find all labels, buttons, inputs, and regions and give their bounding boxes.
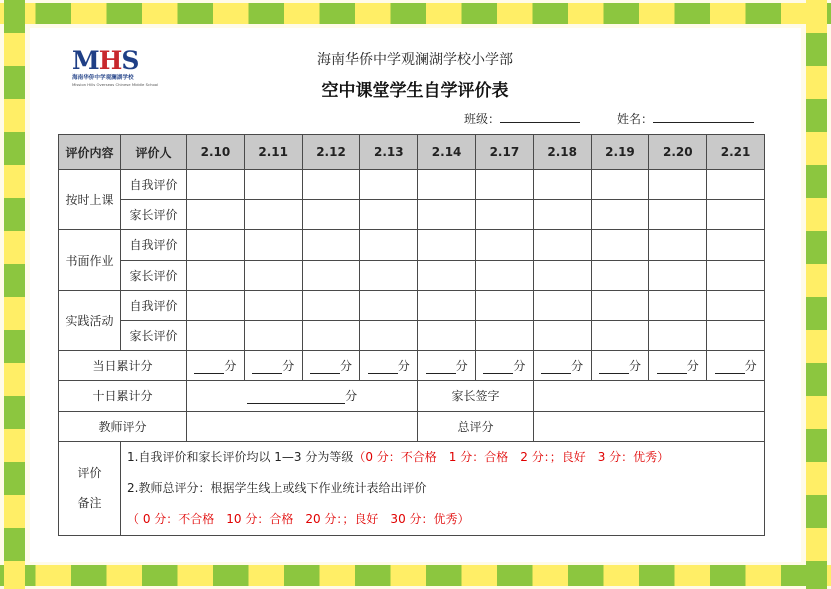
score-cell[interactable] [418, 320, 476, 350]
border-segment [806, 0, 827, 33]
evaluator-cell: 自我评价 [121, 170, 187, 200]
border-segment [213, 565, 249, 586]
daily-total-cell[interactable] [302, 351, 360, 381]
score-cell[interactable] [418, 230, 476, 260]
border-segment [710, 565, 746, 586]
border-segment [497, 565, 533, 586]
school-logo [72, 46, 192, 88]
teacher-score-label: 教师评分 [59, 411, 187, 441]
border-segment [4, 33, 25, 66]
score-cell[interactable] [591, 320, 649, 350]
border-segment [4, 396, 25, 429]
category-cell: 实践活动 [59, 290, 121, 350]
name-field [617, 110, 754, 127]
border-segment [497, 3, 533, 24]
score-cell[interactable] [649, 320, 707, 350]
score-cell[interactable] [707, 170, 765, 200]
score-cell[interactable] [707, 230, 765, 260]
score-cell[interactable] [475, 320, 533, 350]
table-row [59, 170, 765, 200]
score-cell[interactable] [418, 290, 476, 320]
score-cell[interactable] [591, 170, 649, 200]
class-label: 班级： [464, 112, 501, 126]
score-cell[interactable] [244, 290, 302, 320]
score-blank [310, 361, 340, 374]
daily-total-cell[interactable] [244, 351, 302, 381]
border-segment [806, 132, 827, 165]
score-cell[interactable] [418, 260, 476, 290]
border-segment [604, 3, 640, 24]
border-segment [533, 3, 569, 24]
score-blank [599, 361, 629, 374]
border-segment [806, 363, 827, 396]
table-row [59, 200, 765, 230]
score-cell[interactable] [418, 170, 476, 200]
daily-total-cell[interactable] [187, 351, 245, 381]
score-unit: 分 [744, 359, 757, 374]
notes-row [59, 441, 765, 535]
note-1-scale: （0 分：不合格 1 分：合格 2 分：；良好 3 分：优秀） [353, 449, 670, 464]
border-segment [806, 66, 827, 99]
score-cell[interactable] [649, 170, 707, 200]
daily-total-cell[interactable] [707, 351, 765, 381]
score-cell[interactable] [187, 260, 245, 290]
border-segment [568, 565, 604, 586]
score-cell[interactable] [475, 170, 533, 200]
border-segment [533, 565, 569, 586]
ten-day-unit: 分 [345, 389, 358, 404]
border-segment [284, 565, 320, 586]
border-segment [107, 3, 143, 24]
border-segment [36, 565, 72, 586]
border-segment [142, 565, 178, 586]
border-segment [391, 3, 427, 24]
border-segment [710, 3, 746, 24]
name-blank[interactable] [653, 111, 754, 123]
score-cell[interactable] [707, 320, 765, 350]
daily-total-cell[interactable] [591, 351, 649, 381]
score-blank [368, 361, 398, 374]
score-cell[interactable] [533, 260, 591, 290]
score-cell[interactable] [187, 230, 245, 260]
header-date: 2.10 [187, 135, 245, 170]
page-title: 空中课堂学生自学评价表 [321, 81, 509, 101]
border-segment [4, 330, 25, 363]
border-segment [71, 3, 107, 24]
border-segment [4, 231, 25, 264]
category-cell: 按时上课 [59, 170, 121, 230]
border-segment [806, 396, 827, 429]
score-cell[interactable] [649, 290, 707, 320]
score-cell[interactable] [533, 170, 591, 200]
evaluator-cell: 自我评价 [121, 230, 187, 260]
category-cell: 书面作业 [59, 230, 121, 290]
teacher-score-row [59, 411, 765, 441]
header-date: 2.12 [302, 135, 360, 170]
score-cell[interactable] [475, 290, 533, 320]
header-date: 2.20 [649, 135, 707, 170]
border-segment [4, 264, 25, 297]
border-segment [746, 3, 782, 24]
score-cell[interactable] [302, 200, 360, 230]
class-field [464, 110, 580, 127]
evaluation-table [58, 134, 765, 536]
score-cell[interactable] [707, 290, 765, 320]
border-segment [426, 565, 462, 586]
ten-day-label: 十日累计分 [59, 381, 187, 411]
border-segment [806, 330, 827, 363]
score-cell[interactable] [187, 200, 245, 230]
logo-subtitle-en: Mission Hills Overseas Chinese Middle School [72, 82, 159, 87]
notes-label-line: 评价 [77, 466, 102, 481]
score-cell[interactable] [533, 230, 591, 260]
score-cell[interactable] [244, 260, 302, 290]
score-cell[interactable] [360, 200, 418, 230]
border-segment [462, 3, 498, 24]
border-segment [4, 363, 25, 396]
evaluator-cell: 自我评价 [121, 290, 187, 320]
score-cell[interactable] [187, 320, 245, 350]
table-row [59, 230, 765, 260]
score-cell[interactable] [475, 230, 533, 260]
border-segment [71, 565, 107, 586]
border-segment [806, 198, 827, 231]
score-blank [252, 361, 282, 374]
evaluator-cell: 家长评价 [121, 200, 187, 230]
score-unit: 分 [339, 359, 352, 374]
header-date: 2.11 [244, 135, 302, 170]
class-blank[interactable] [500, 111, 580, 123]
logo-mark: MHS [72, 46, 139, 75]
score-unit: 分 [513, 359, 526, 374]
border-segment [4, 429, 25, 462]
table-header-row [59, 135, 765, 170]
score-blank [715, 361, 745, 374]
note-line-3: （ 0 分：不合格 10 分：合格 20 分：；良好 30 分：优秀） [127, 511, 470, 526]
score-cell[interactable] [707, 200, 765, 230]
table-row [59, 320, 765, 350]
header-date: 2.13 [360, 135, 418, 170]
border-segment [4, 297, 25, 330]
daily-total-label: 当日累计分 [59, 351, 187, 381]
score-cell[interactable] [707, 260, 765, 290]
score-cell[interactable] [360, 290, 418, 320]
score-unit: 分 [397, 359, 410, 374]
score-blank [426, 361, 456, 374]
border-segment [604, 565, 640, 586]
score-unit: 分 [282, 359, 295, 374]
daily-total-cell[interactable] [360, 351, 418, 381]
logo-subtitle: 海南华侨中学观澜湖学校 [72, 75, 134, 81]
border-segment [4, 528, 25, 561]
total-score-cell[interactable] [533, 411, 764, 441]
score-cell[interactable] [187, 290, 245, 320]
border-segment [568, 3, 604, 24]
border-segment [4, 0, 25, 33]
ten-day-row [59, 381, 765, 411]
score-cell[interactable] [649, 230, 707, 260]
border-segment [639, 565, 675, 586]
score-blank [483, 361, 513, 374]
ten-day-blank [247, 391, 345, 404]
note-line-1 [127, 442, 764, 473]
score-cell[interactable] [187, 170, 245, 200]
score-unit: 分 [686, 359, 699, 374]
score-unit: 分 [628, 359, 641, 374]
border-segment [142, 3, 178, 24]
score-blank [194, 361, 224, 374]
header-date: 2.17 [475, 135, 533, 170]
score-cell[interactable] [591, 200, 649, 230]
score-unit: 分 [571, 359, 584, 374]
score-cell[interactable] [360, 320, 418, 350]
table-row [59, 290, 765, 320]
border-segment [320, 565, 356, 586]
border-segment [806, 561, 827, 589]
score-cell[interactable] [302, 290, 360, 320]
notes-cell [121, 441, 765, 535]
border-segment [36, 3, 72, 24]
parent-sign-cell[interactable] [533, 381, 764, 411]
header-date: 2.18 [533, 135, 591, 170]
score-unit: 分 [224, 359, 237, 374]
border-segment [806, 165, 827, 198]
border-segment [4, 561, 25, 589]
border-segment [806, 528, 827, 561]
score-cell[interactable] [649, 260, 707, 290]
evaluation-sheet [30, 28, 801, 562]
score-blank [541, 361, 571, 374]
header-date: 2.21 [707, 135, 765, 170]
border-segment [249, 3, 285, 24]
school-name: 海南华侨中学观澜湖学校小学部 [317, 52, 513, 68]
border-segment [806, 231, 827, 264]
border-segment [806, 33, 827, 66]
border-segment [355, 565, 391, 586]
border-segment [639, 3, 675, 24]
daily-total-cell[interactable] [475, 351, 533, 381]
score-cell[interactable] [533, 290, 591, 320]
evaluator-cell: 家长评价 [121, 320, 187, 350]
border-segment [4, 165, 25, 198]
total-score-label: 总评分 [418, 411, 534, 441]
border-segment [178, 565, 214, 586]
border-segment [806, 429, 827, 462]
border-segment [284, 3, 320, 24]
teacher-score-cell[interactable] [187, 411, 418, 441]
border-segment [806, 99, 827, 132]
name-label: 姓名： [617, 112, 654, 126]
header-date: 2.19 [591, 135, 649, 170]
border-segment [806, 264, 827, 297]
score-cell[interactable] [244, 170, 302, 200]
score-unit: 分 [455, 359, 468, 374]
score-cell[interactable] [475, 260, 533, 290]
border-segment [675, 3, 711, 24]
border-segment [462, 565, 498, 586]
score-cell[interactable] [591, 290, 649, 320]
border-segment [4, 66, 25, 99]
score-cell[interactable] [244, 320, 302, 350]
ten-day-cell[interactable] [187, 381, 418, 411]
score-cell[interactable] [244, 200, 302, 230]
score-cell[interactable] [360, 170, 418, 200]
border-segment [4, 462, 25, 495]
border-segment [178, 3, 214, 24]
score-cell[interactable] [418, 200, 476, 230]
header-content: 评价内容 [59, 135, 121, 170]
score-cell[interactable] [302, 230, 360, 260]
evaluator-cell: 家长评价 [121, 260, 187, 290]
score-cell[interactable] [533, 320, 591, 350]
note-1-text: 1.自我评价和家长评价均以 1—3 分为等级 [127, 449, 354, 464]
border-segment [426, 3, 462, 24]
score-cell[interactable] [302, 320, 360, 350]
border-segment [4, 99, 25, 132]
border-segment [107, 565, 143, 586]
notes-label [59, 441, 121, 535]
border-segment [4, 198, 25, 231]
daily-total-cell[interactable] [418, 351, 476, 381]
parent-sign-label: 家长签字 [418, 381, 534, 411]
daily-total-cell[interactable] [533, 351, 591, 381]
border-segment [355, 3, 391, 24]
notes-label-line: 备注 [77, 496, 102, 511]
header-date: 2.14 [418, 135, 476, 170]
score-cell[interactable] [591, 230, 649, 260]
border-segment [320, 3, 356, 24]
header-evaluator: 评价人 [121, 135, 187, 170]
score-cell[interactable] [475, 200, 533, 230]
score-cell[interactable] [591, 260, 649, 290]
border-segment [806, 495, 827, 528]
score-cell[interactable] [360, 230, 418, 260]
score-cell[interactable] [244, 230, 302, 260]
score-cell[interactable] [302, 260, 360, 290]
score-blank [657, 361, 687, 374]
border-segment [746, 565, 782, 586]
daily-total-cell[interactable] [649, 351, 707, 381]
score-cell[interactable] [302, 170, 360, 200]
note-line-2: 2.教师总评分：根据学生线上或线下作业统计表给出评价 [127, 480, 427, 495]
border-segment [806, 462, 827, 495]
score-cell[interactable] [533, 200, 591, 230]
table-row [59, 260, 765, 290]
score-cell[interactable] [360, 260, 418, 290]
border-segment [4, 495, 25, 528]
border-segment [391, 565, 427, 586]
border-segment [806, 297, 827, 330]
border-segment [249, 565, 285, 586]
border-segment [675, 565, 711, 586]
border-segment [213, 3, 249, 24]
border-segment [4, 132, 25, 165]
score-cell[interactable] [649, 200, 707, 230]
daily-total-row [59, 351, 765, 381]
